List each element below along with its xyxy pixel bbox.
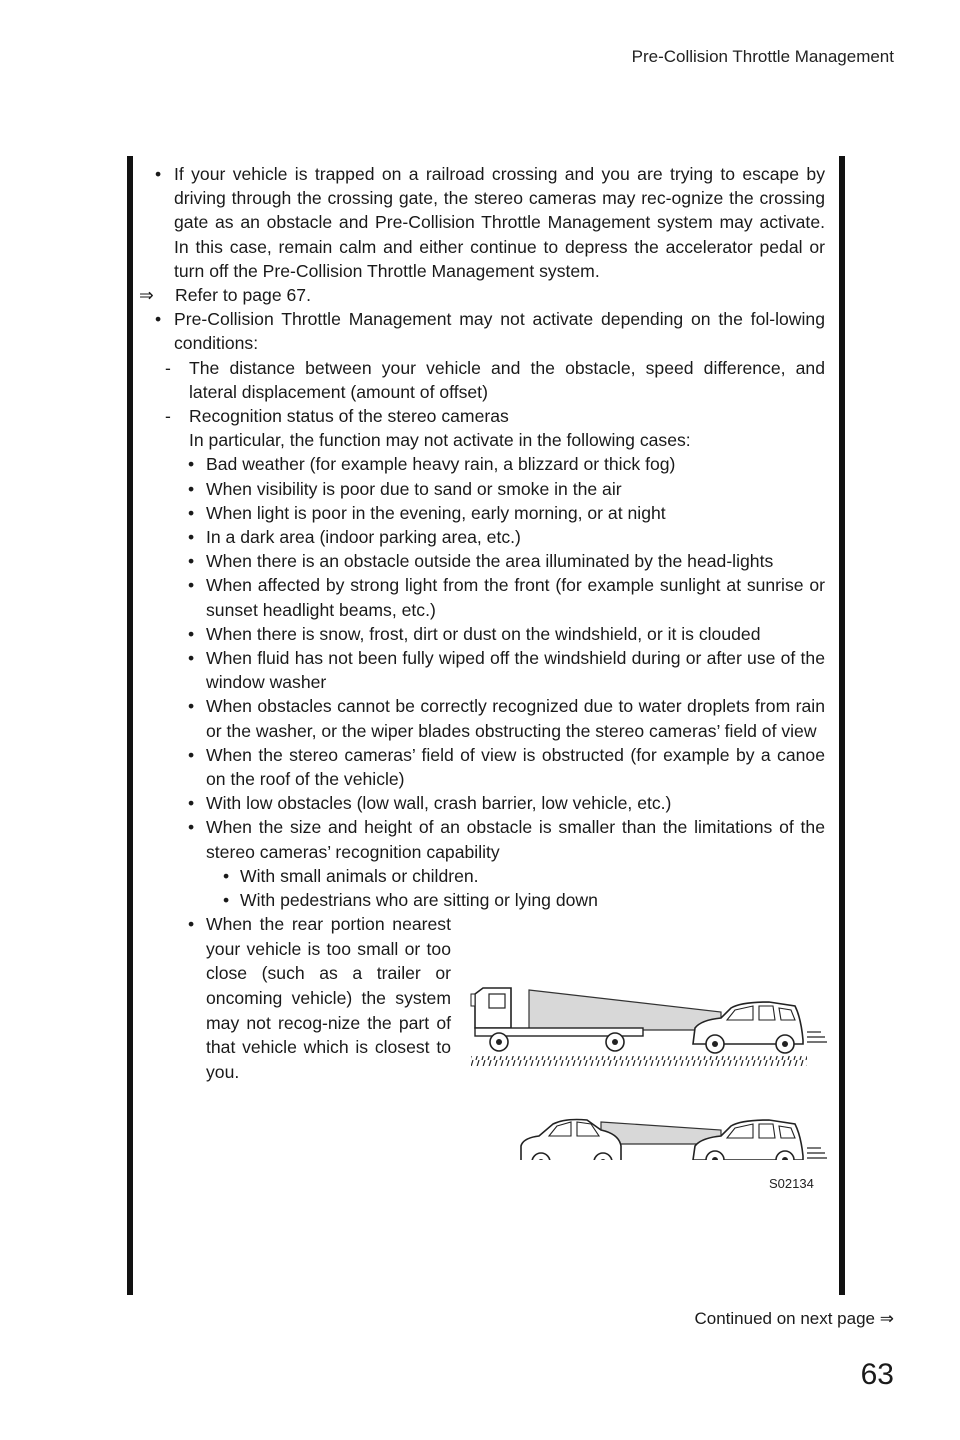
subcase-text: With pedestrians who are sitting or lying down bbox=[240, 890, 598, 911]
running-header: Pre-Collision Throttle Management bbox=[631, 47, 894, 66]
case-text: With low obstacles (low wall, crash barrier, low vehicle, etc.) bbox=[206, 793, 672, 814]
bullet-icon: • bbox=[155, 164, 162, 184]
bullet-icon: • bbox=[188, 914, 195, 935]
case-item bbox=[139, 549, 825, 573]
box-left-bar bbox=[127, 156, 133, 1295]
case-item bbox=[139, 815, 825, 863]
case-text: When the size and height of an obstacle is smaller than the limitations of the stereo cameras’ recognition capability bbox=[206, 817, 825, 862]
bullet-icon: • bbox=[188, 696, 195, 717]
in-particular-text: In particular, the function may not activate in the following cases: bbox=[189, 430, 691, 451]
case-text: When there is snow, frost, dirt or dust on the windshield, or it is clouded bbox=[206, 623, 761, 644]
continued-note bbox=[694, 1309, 894, 1329]
bullet-icon: • bbox=[188, 793, 195, 814]
box-right-bar bbox=[839, 156, 845, 1295]
case-text: When the stereo cameras’ field of view is obstructed (for example by a canoe on the roof of the vehicle) bbox=[206, 744, 825, 790]
bullet-icon: • bbox=[188, 648, 195, 669]
vehicle-illustration bbox=[469, 950, 829, 1160]
bullet-icon: • bbox=[188, 623, 195, 644]
case-text: When fluid has not been fully wiped off the windshield during or after use of the window washer bbox=[206, 648, 825, 693]
case-item bbox=[139, 573, 825, 621]
dash-icon: - bbox=[165, 357, 171, 378]
bullet-icon: • bbox=[188, 744, 195, 765]
railroad-text: If your vehicle is trapped on a railroad crossing and you are trying to escape by driving through the crossing gate, the stereo cameras may rec-ognize the crossing gate as an obstacle and Pre-Collision Throttle Management system may activate. In this case, remain calm and either continue to depress the accelerator pedal or turn off the Pre-Collision Throttle Management system. bbox=[174, 164, 825, 281]
page-number: 63 bbox=[860, 1358, 894, 1391]
distance-text: The distance between your vehicle and the obstacle, speed difference, and lateral displacement (amount of offset) bbox=[189, 357, 825, 402]
case-item bbox=[139, 525, 825, 549]
illustration bbox=[451, 912, 825, 1192]
recognition-text: Recognition status of the stereo cameras bbox=[189, 406, 509, 427]
case-text: When light is poor in the evening, early morning, or at night bbox=[206, 502, 666, 523]
caution-content bbox=[139, 162, 825, 1192]
arrow-right-icon: ⇒ bbox=[879, 1309, 894, 1328]
subcase-item bbox=[139, 864, 825, 888]
distance-dash-item bbox=[139, 356, 825, 404]
road-hatching bbox=[471, 1056, 807, 1066]
bullet-icon: • bbox=[188, 527, 195, 548]
case-item bbox=[139, 912, 451, 1084]
case-item bbox=[139, 452, 825, 476]
railroad-bullet bbox=[139, 162, 825, 283]
case-text: In a dark area (indoor parking area, etc.) bbox=[206, 527, 521, 548]
case-text: When there is an obstacle outside the area illuminated by the head-lights bbox=[206, 551, 774, 572]
case-item bbox=[139, 501, 825, 525]
bullet-icon: • bbox=[223, 865, 230, 886]
case-item bbox=[139, 477, 825, 501]
bullet-icon: • bbox=[223, 890, 230, 911]
arrow-right-icon: ⇒ bbox=[139, 285, 154, 306]
may-not-activate-text: Pre-Collision Throttle Management may not activate depending on the fol-lowing conditions: bbox=[174, 309, 825, 354]
rear-portion-section bbox=[139, 912, 825, 1192]
case-text: Bad weather (for example heavy rain, a blizzard or thick fog) bbox=[206, 454, 676, 475]
case-item bbox=[139, 622, 825, 646]
dash-icon: - bbox=[165, 406, 171, 427]
case-item bbox=[139, 694, 825, 742]
camera-beam bbox=[529, 990, 721, 1030]
bullet-icon: • bbox=[188, 551, 195, 572]
case-item bbox=[139, 791, 825, 815]
may-not-activate-bullet bbox=[139, 307, 825, 355]
subcase-text: With small animals or children. bbox=[240, 865, 479, 886]
caution-box bbox=[127, 156, 845, 1295]
page-reference bbox=[139, 283, 825, 307]
rear-portion-text: When the rear portion nearest your vehicle is too small or too close (such as a trailer or oncoming vehicle) the system may not recog-nize the part of that vehicle which is closest to you. bbox=[206, 914, 451, 1082]
bullet-icon: • bbox=[188, 817, 195, 838]
bullet-icon: • bbox=[188, 478, 195, 499]
figure-id: S02134 bbox=[769, 1176, 814, 1192]
page-reference-text: Refer to page 67. bbox=[175, 285, 311, 306]
recognition-dash-item bbox=[139, 404, 825, 428]
truck-scene bbox=[471, 988, 827, 1066]
bullet-icon: • bbox=[155, 309, 162, 330]
bullet-icon: • bbox=[188, 454, 195, 475]
case-text: When obstacles cannot be correctly recognized due to water droplets from rain or the washer, or the wiper blades obstructing the stereo cameras’ field of view bbox=[206, 696, 825, 741]
continued-text: Continued on next page bbox=[694, 1309, 876, 1328]
bullet-icon: • bbox=[188, 502, 195, 523]
car-scene bbox=[521, 1120, 827, 1161]
case-item bbox=[139, 743, 825, 791]
case-text: When visibility is poor due to sand or smoke in the air bbox=[206, 478, 622, 499]
case-text: When affected by strong light from the front (for example sunlight at sunrise or sunset headlight beams, etc.) bbox=[206, 575, 825, 620]
subcase-item bbox=[139, 888, 825, 912]
bullet-icon: • bbox=[188, 575, 195, 596]
case-item bbox=[139, 646, 825, 694]
